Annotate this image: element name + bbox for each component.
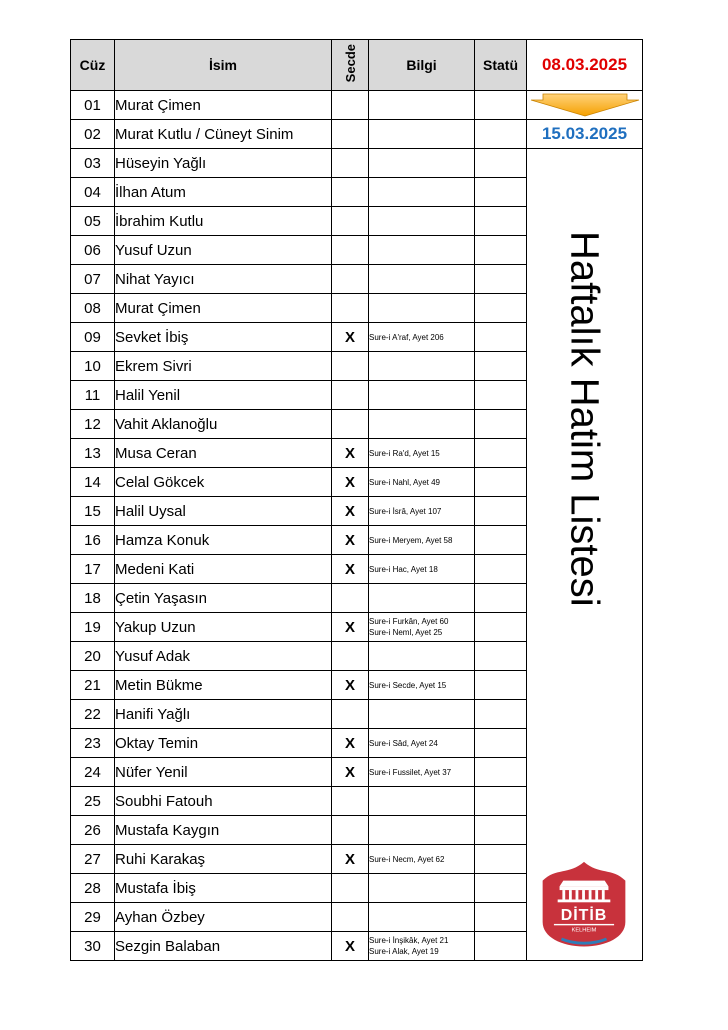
table-row: [71, 149, 643, 178]
bilgi-cell: [369, 236, 475, 265]
cuz-number: 22: [71, 700, 115, 729]
bilgi-line: Sure-i Fussilet, Ayet 37: [369, 767, 452, 777]
reader-name: İbrahim Kutlu: [115, 207, 332, 236]
reader-name: Yusuf Adak: [115, 642, 332, 671]
bilgi-cell: [369, 352, 475, 381]
cuz-number: 19: [71, 613, 115, 642]
reader-name: Hanifi Yağlı: [115, 700, 332, 729]
cuz-number: 09: [71, 323, 115, 352]
cuz-number: 28: [71, 874, 115, 903]
statu-cell: [475, 671, 527, 700]
cuz-number: 29: [71, 903, 115, 932]
statu-cell: [475, 845, 527, 874]
bilgi-cell: [369, 207, 475, 236]
bilgi-line: Sure-i Ra'd, Ayet 15: [369, 448, 440, 458]
secde-mark: [332, 352, 369, 381]
secde-mark: X: [332, 439, 369, 468]
reader-name: Yakup Uzun: [115, 613, 332, 642]
bilgi-line: Sure-i Alak, Ayet 19: [369, 947, 439, 956]
bilgi-cell: [369, 642, 475, 671]
bilgi-cell: [369, 758, 475, 787]
logo-text: DİTİB: [560, 907, 608, 925]
reader-name: İlhan Atum: [115, 178, 332, 207]
cuz-number: 24: [71, 758, 115, 787]
secde-mark: [332, 903, 369, 932]
hatim-table: [70, 39, 643, 961]
cuz-number: 02: [71, 120, 115, 149]
reader-name: Vahit Aklanoğlu: [115, 410, 332, 439]
reader-name: Musa Ceran: [115, 439, 332, 468]
cuz-number: 01: [71, 91, 115, 120]
header-cuz: Cüz: [71, 40, 115, 91]
bilgi-cell: [369, 729, 475, 758]
cuz-number: 12: [71, 410, 115, 439]
secde-mark: X: [332, 845, 369, 874]
reader-name: Metin Bükme: [115, 671, 332, 700]
bilgi-line: Sure-i Neml, Ayet 25: [369, 628, 443, 637]
secde-mark: X: [332, 729, 369, 758]
secde-mark: X: [332, 555, 369, 584]
reader-name: Sevket İbiş: [115, 323, 332, 352]
reader-name: Nihat Yayıcı: [115, 265, 332, 294]
bilgi-line: Sure-i Nahl, Ayet 49: [369, 477, 441, 487]
cuz-number: 10: [71, 352, 115, 381]
bilgi-cell: [369, 584, 475, 613]
cuz-number: 05: [71, 207, 115, 236]
secde-mark: X: [332, 932, 369, 961]
bilgi-cell: [369, 439, 475, 468]
bilgi-cell: [369, 700, 475, 729]
reader-name: Halil Yenil: [115, 381, 332, 410]
reader-name: Mustafa İbiş: [115, 874, 332, 903]
secde-mark: [332, 294, 369, 323]
statu-cell: [475, 700, 527, 729]
statu-cell: [475, 468, 527, 497]
cuz-number: 21: [71, 671, 115, 700]
secde-mark: [332, 787, 369, 816]
hatim-list-sheet: [70, 39, 642, 966]
bilgi-cell: [369, 613, 475, 642]
title-cell: [527, 149, 643, 961]
statu-cell: [475, 410, 527, 439]
cuz-number: 08: [71, 294, 115, 323]
cuz-number: 16: [71, 526, 115, 555]
statu-cell: [475, 526, 527, 555]
header-row: [71, 40, 643, 91]
bilgi-line: Sure-i Sâd, Ayet 24: [369, 738, 438, 748]
secde-mark: [332, 410, 369, 439]
secde-mark: [332, 874, 369, 903]
statu-cell: [475, 642, 527, 671]
statu-cell: [475, 555, 527, 584]
bilgi-line: Sure-i İnşikâk, Ayet 21: [369, 936, 449, 945]
reader-name: Ayhan Özbey: [115, 903, 332, 932]
statu-cell: [475, 932, 527, 961]
secde-mark: [332, 642, 369, 671]
down-arrow-icon: [527, 91, 643, 119]
bilgi-cell: [369, 468, 475, 497]
reader-name: Murat Kutlu / Cüneyt Sinim: [115, 120, 332, 149]
bilgi-cell: [369, 265, 475, 294]
header-isim: İsim: [115, 40, 332, 91]
reader-name: Yusuf Uzun: [115, 236, 332, 265]
bilgi-cell: [369, 149, 475, 178]
statu-cell: [475, 903, 527, 932]
bilgi-line: Sure-i Secde, Ayet 15: [369, 680, 447, 690]
bilgi-cell: [369, 903, 475, 932]
end-date: 15.03.2025: [527, 120, 643, 149]
statu-cell: [475, 787, 527, 816]
statu-cell: [475, 352, 527, 381]
secde-mark: [332, 91, 369, 120]
cuz-number: 30: [71, 932, 115, 961]
bilgi-cell: [369, 787, 475, 816]
bilgi-cell: [369, 91, 475, 120]
secde-mark: X: [332, 323, 369, 352]
cuz-number: 18: [71, 584, 115, 613]
bilgi-line: Sure-i Hac, Ayet 18: [369, 564, 438, 574]
cuz-number: 03: [71, 149, 115, 178]
bilgi-cell: [369, 932, 475, 961]
statu-cell: [475, 265, 527, 294]
bilgi-cell: [369, 526, 475, 555]
reader-name: Medeni Kati: [115, 555, 332, 584]
bilgi-line: Sure-i A'raf, Ayet 206: [369, 332, 444, 342]
header-statu: Statü: [475, 40, 527, 91]
statu-cell: [475, 236, 527, 265]
cuz-number: 25: [71, 787, 115, 816]
bilgi-cell: [369, 294, 475, 323]
start-date: 08.03.2025: [527, 40, 643, 91]
bilgi-line: Sure-i Necm, Ayet 62: [369, 854, 445, 864]
reader-name: Mustafa Kaygın: [115, 816, 332, 845]
reader-name: Çetin Yaşasın: [115, 584, 332, 613]
statu-cell: [475, 294, 527, 323]
list-title: Haftalık Hatim Listesi: [562, 231, 607, 607]
logo-subtext: KELHEIM: [571, 927, 597, 934]
reader-name: Murat Çimen: [115, 91, 332, 120]
statu-cell: [475, 584, 527, 613]
bilgi-cell: [369, 497, 475, 526]
statu-cell: [475, 816, 527, 845]
reader-name: Murat Çimen: [115, 294, 332, 323]
header-secde-label: Secde: [342, 44, 358, 83]
statu-cell: [475, 874, 527, 903]
bilgi-cell: [369, 120, 475, 149]
cuz-number: 04: [71, 178, 115, 207]
secde-mark: [332, 207, 369, 236]
secde-mark: [332, 149, 369, 178]
bilgi-line: Sure-i İsrâ, Ayet 107: [369, 506, 442, 516]
reader-name: Hamza Konuk: [115, 526, 332, 555]
reader-name: Celal Gökcek: [115, 468, 332, 497]
cuz-number: 11: [71, 381, 115, 410]
secde-mark: [332, 236, 369, 265]
statu-cell: [475, 729, 527, 758]
cuz-number: 27: [71, 845, 115, 874]
bilgi-line: Sure-i Furkân, Ayet 60: [369, 617, 449, 626]
bilgi-cell: [369, 555, 475, 584]
reader-name: Sezgin Balaban: [115, 932, 332, 961]
bilgi-cell: [369, 323, 475, 352]
bilgi-cell: [369, 874, 475, 903]
hatim-rows: [71, 91, 643, 961]
header-bilgi: Bilgi: [369, 40, 475, 91]
bilgi-line: Sure-i Meryem, Ayet 58: [369, 535, 453, 545]
statu-cell: [475, 497, 527, 526]
secde-mark: [332, 265, 369, 294]
bilgi-cell: [369, 671, 475, 700]
reader-name: Ruhi Karakaş: [115, 845, 332, 874]
secde-mark: [332, 178, 369, 207]
statu-cell: [475, 758, 527, 787]
statu-cell: [475, 323, 527, 352]
secde-mark: X: [332, 613, 369, 642]
reader-name: Hüseyin Yağlı: [115, 149, 332, 178]
ditib-logo: [537, 860, 631, 954]
secde-mark: [332, 816, 369, 845]
cuz-number: 14: [71, 468, 115, 497]
cuz-number: 26: [71, 816, 115, 845]
statu-cell: [475, 149, 527, 178]
statu-cell: [475, 613, 527, 642]
reader-name: Nüfer Yenil: [115, 758, 332, 787]
cuz-number: 15: [71, 497, 115, 526]
reader-name: Ekrem Sivri: [115, 352, 332, 381]
statu-cell: [475, 91, 527, 120]
statu-cell: [475, 178, 527, 207]
statu-cell: [475, 120, 527, 149]
cuz-number: 07: [71, 265, 115, 294]
secde-mark: [332, 700, 369, 729]
bilgi-cell: [369, 381, 475, 410]
header-secde: [332, 40, 369, 91]
reader-name: Halil Uysal: [115, 497, 332, 526]
bilgi-cell: [369, 178, 475, 207]
cuz-number: 06: [71, 236, 115, 265]
cuz-number: 23: [71, 729, 115, 758]
bilgi-cell: [369, 410, 475, 439]
statu-cell: [475, 439, 527, 468]
bilgi-cell: [369, 845, 475, 874]
cuz-number: 20: [71, 642, 115, 671]
statu-cell: [475, 381, 527, 410]
table-row: [71, 120, 643, 149]
secde-mark: X: [332, 468, 369, 497]
statu-cell: [475, 207, 527, 236]
secde-mark: X: [332, 758, 369, 787]
cuz-number: 17: [71, 555, 115, 584]
bilgi-cell: [369, 816, 475, 845]
secde-mark: X: [332, 497, 369, 526]
reader-name: Oktay Temin: [115, 729, 332, 758]
secde-mark: X: [332, 526, 369, 555]
secde-mark: [332, 584, 369, 613]
secde-mark: X: [332, 671, 369, 700]
reader-name: Soubhi Fatouh: [115, 787, 332, 816]
cuz-number: 13: [71, 439, 115, 468]
date-arrow-cell: [527, 91, 643, 120]
secde-mark: [332, 120, 369, 149]
table-row: [71, 91, 643, 120]
secde-mark: [332, 381, 369, 410]
